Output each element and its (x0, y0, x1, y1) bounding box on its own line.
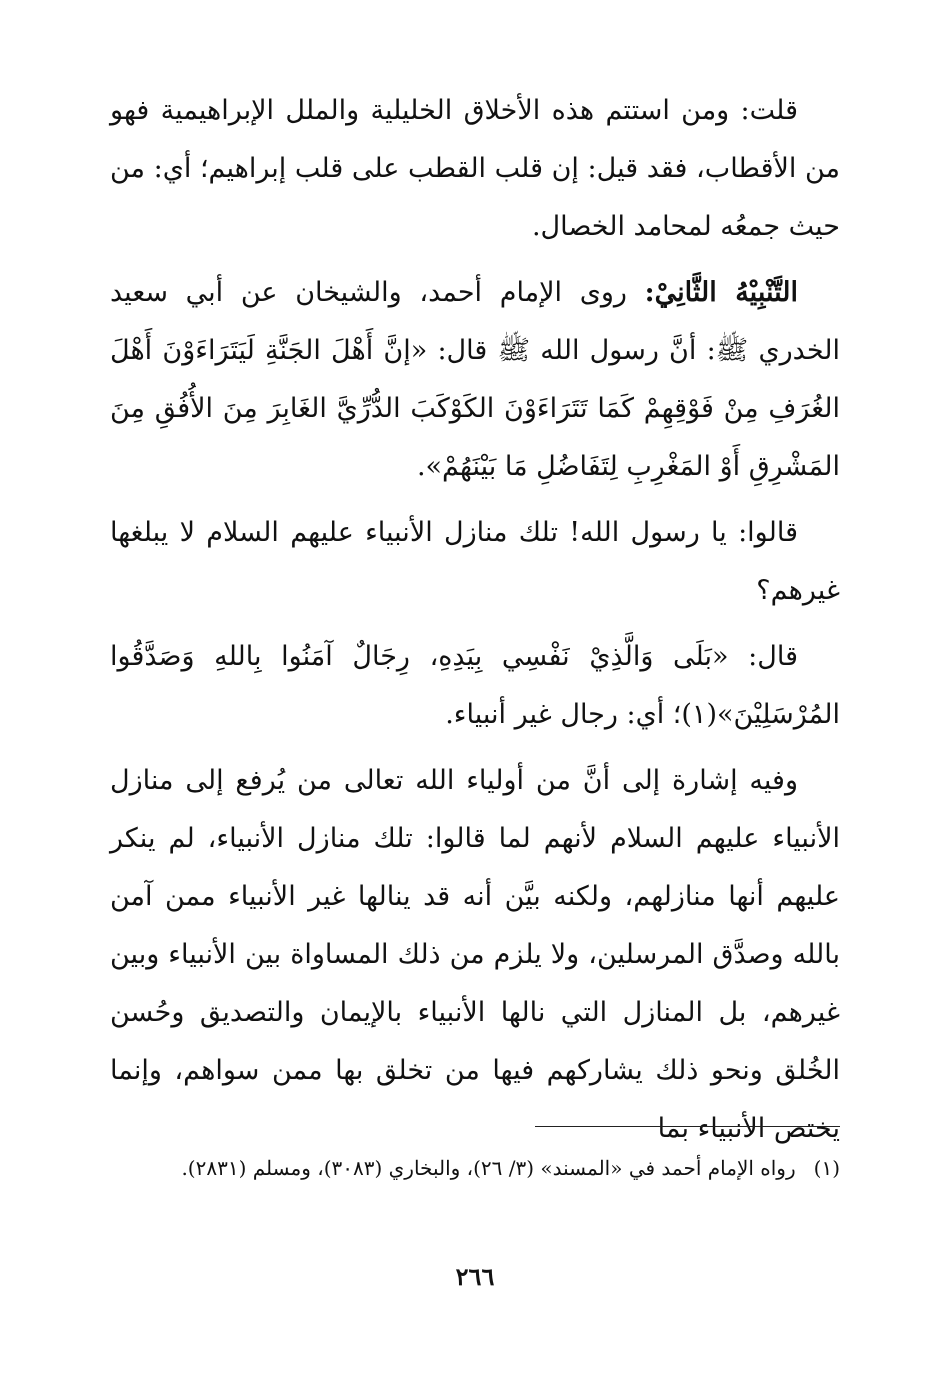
paragraph-1: قلت: ومن استتم هذه الأخلاق الخليلية والملل الإبراهيمية فهو من الأقطاب، فقد قيل: إن قلب القطب على قلب إبراهيم؛ أي: من حيث جمعُه لمحامد الخصال. (110, 95, 840, 242)
footnote-divider (535, 1126, 840, 1127)
paragraph-2-text: روى الإمام أحمد، والشيخان عن أبي سعيد الخدري ﷺ: أنَّ رسول الله ﷺ قال: «إنَّ أَهْلَ الجَنَّةِ لَيَتَرَاءَوْنَ أَهْلَ الغُرَفِ مِنْ فَوْقِهِمْ كَمَا تَتَرَاءَوْنَ الكَوْكَبَ الدُّرِّيَّ الغَابِرَ مِنَ الأُفُقِ مِنَ المَشْرِقِ أَوْ المَغْرِبِ لِتَفَاضُلِ مَا بَيْنَهُمْ». (110, 277, 840, 482)
section-heading: التَّنْبِيْهُ الثَّانِيْ: (644, 277, 798, 308)
paragraph-3: قالوا: يا رسول الله! تلك منازل الأنبياء عليهم السلام لا يبلغها غيرهم؟ (110, 517, 840, 606)
footnote (110, 1148, 840, 1188)
paragraph-2 (110, 264, 840, 496)
page-number: ٢٦٦ (455, 1262, 495, 1291)
footnote-text: رواه الإمام أحمد في «المسند» (٣/ ٢٦)، والبخاري (٣٠٨٣)، ومسلم (٢٨٣١). (181, 1156, 796, 1180)
page-body (110, 82, 840, 1166)
paragraph-4: قال: «بَلَى وَالَّذِيْ نَفْسِي بِيَدِهِ، رِجَالٌ آمَنُوا بِاللهِ وَصَدَّقُوا المُرْسَلِيْنَ»(١)؛ أي: رجال غير أنبياء. (110, 641, 840, 730)
footnote-mark: (١) (813, 1156, 840, 1180)
paragraph-5: وفيه إشارة إلى أنَّ من أولياء الله تعالى من يُرفع إلى منازل الأنبياء عليهم السلام لأنهم لما قالوا: تلك منازل الأنبياء، لم ينكر عليهم أنها منازلهم، ولكنه بيَّن أنه قد ينالها غير الأنبياء ممن آمن بالله وصدَّق المرسلين، ولا يلزم من ذلك المساواة بين الأنبياء وبين غيرهم، بل المنازل التي نالها الأنبياء بالإيمان والتصديق وحُسن الخُلق ونحو ذلك يشاركهم فيها من تخلق بها ممن سواهم، وإنما يختص الأنبياء بما (110, 765, 840, 1144)
